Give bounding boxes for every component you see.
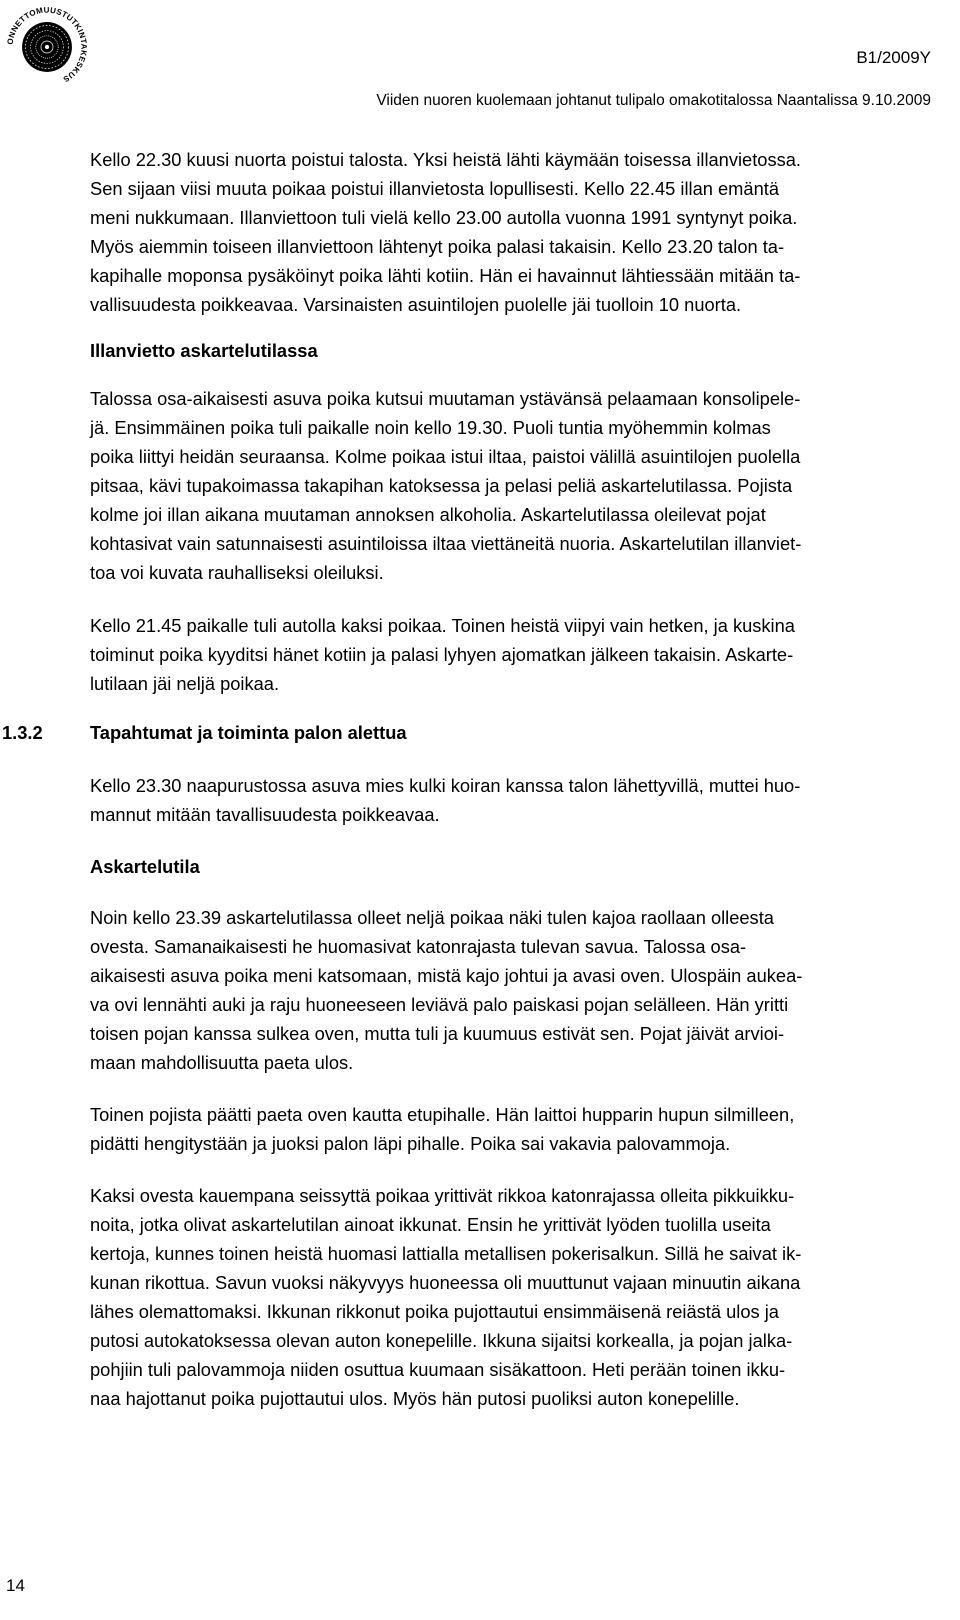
paragraph-kello-2230: Kello 22.30 kuusi nuorta poistui talosta. Yksi heistä lähti käymään toisessa illanvietossa. Sen sijaan viisi muuta poikaa poistui illanvietosta lopullisesti. Kello 22.45 illan emäntä meni nukkumaan. Illanviettoon tuli vielä kello 23.00 autolla vuonna 1991 syntynyt poika. Myös aiemmin toiseen illanviettoon lähtenyt poika palasi takaisin. Kello 23.20 talon ta- kapihalle moponsa pysäköinyt poika lähti kotiin. Hän ei havainnut lähtiessään mitään ta- vallisuudesta poikkeavaa. Varsinaisten asuintilojen puolelle jäi tuolloin 10 nuorta. xyxy=(90,149,801,315)
paragraph-kello-2145: Kello 21.45 paikalle tuli autolla kaksi poikaa. Toinen heistä viipyi vain hetken, ja kuskina toiminut poika kyyditsi hänet kotiin ja palasi lyhyen ajomatkan jälkeen takaisin. Askarte- lutilaan jäi neljä poikaa. xyxy=(90,615,795,694)
onnettomuustutkintakeskus-logo xyxy=(4,4,90,90)
paragraph-kello-2330: Kello 23.30 naapurustossa asuva mies kulki koiran kanssa talon lähettyvillä, muttei huo- mannut mitään tavallisuudesta poikkeavaa. xyxy=(90,775,801,825)
document-subtitle: Viiden nuoren kuolemaan johtanut tulipalo omakotitalossa Naantalissa 9.10.2009 xyxy=(376,92,931,109)
heading-askartelutila: Askartelutila xyxy=(90,856,200,877)
page-number: 14 xyxy=(6,1576,25,1595)
paragraph-kaksi-ovesta: Kaksi ovesta kauempana seissyttä poikaa yrittivät rikkoa katonrajassa olleita pikkuikku- noita, jotka olivat askartelutilan ainoat ikkunat. Ensin he yrittivät lyöden tuolilla useita kertoja, kunnes toinen heistä huomasi lattialla metallisen pokerisalkun. Sillä he saivat ik- kunan rikottua. Savun vuoksi näkyvyys huoneessa oli muuttunut vajaan minuutin aikana lähes olemattomaksi. Ikkunan rikkonut poika pujottautui ensimmäisenä reiästä ulos ja putosi autokatoksessa olevan auton konepelille. Ikkuna sijaitsi korkealla, ja pojan jalka- pohjiin tuli palovammoja niiden osuttua kuumaan sisäkattoon. Heti perään toinen ikku- naa hajottanut poika pujottautui ulos. Myös hän putosi puoliksi auton konepelille. xyxy=(90,1185,802,1409)
svg-text:ONNETTOMUUSTUTKINTAKESKUS: ONNETTOMUUSTUTKINTAKESKUS xyxy=(5,5,89,84)
section-title: Tapahtumat ja toiminta palon alettua xyxy=(90,722,407,743)
section-heading-1-3-2 xyxy=(2,718,930,747)
paragraph-toinen-pojista: Toinen pojista päätti paeta oven kautta etupihalle. Hän laittoi hupparin hupun silmilleen, pidätti hengitystään ja juoksi palon läpi pihalle. Poika sai vakavia palovammoja. xyxy=(90,1104,795,1154)
paragraph-talossa-osa-aikaisesti: Talossa osa-aikaisesti asuva poika kutsui muutaman ystävänsä pelaamaan konsolipele- jä. Ensimmäinen poika tuli paikalle noin kello 19.30. Puoli tuntia myöhemmin kolmas poika liittyi heidän seuraansa. Kolme poikaa istui iltaa, paistoi välillä asuintilojen puolella pitsaa, kävi tupakoimassa takapihan katoksessa ja pelasi peliä askartelutilassa. Pojista kolme joi illan aikana muutaman annoksen alkoholia. Askartelutilassa oleilevat pojat kohtasivat vain satunnaisesti asuintiloissa iltaa viettäneitä nuoria. Askartelutilan illanviet- toa voi kuvata rauhalliseksi oleiluksi. xyxy=(90,388,802,583)
document-code: B1/2009Y xyxy=(856,48,931,67)
paragraph-noin-kello-2339: Noin kello 23.39 askartelutilassa olleet neljä poikaa näki tulen kajoa raollaan olleesta ovesta. Samanaikaisesti he huomasivat katonrajasta tulevan savua. Talossa osa- aikaisesti asuva poika meni katsomaan, mistä kajo johtui ja avasi oven. Ulospäin aukea- va ovi lennähti auki ja raju huoneeseen leviävä palo paiskasi pojan selälleen. Hän yritti toisen pojan kanssa sulkea oven, mutta tuli ja kuumuus estivät sen. Pojat jäivät arvioi- maan mahdollisuutta paeta ulos. xyxy=(90,907,803,1073)
document-body xyxy=(2,145,930,1413)
heading-illanvietto-askartelutilassa: Illanvietto askartelutilassa xyxy=(90,340,318,361)
section-number: 1.3.2 xyxy=(2,722,43,743)
